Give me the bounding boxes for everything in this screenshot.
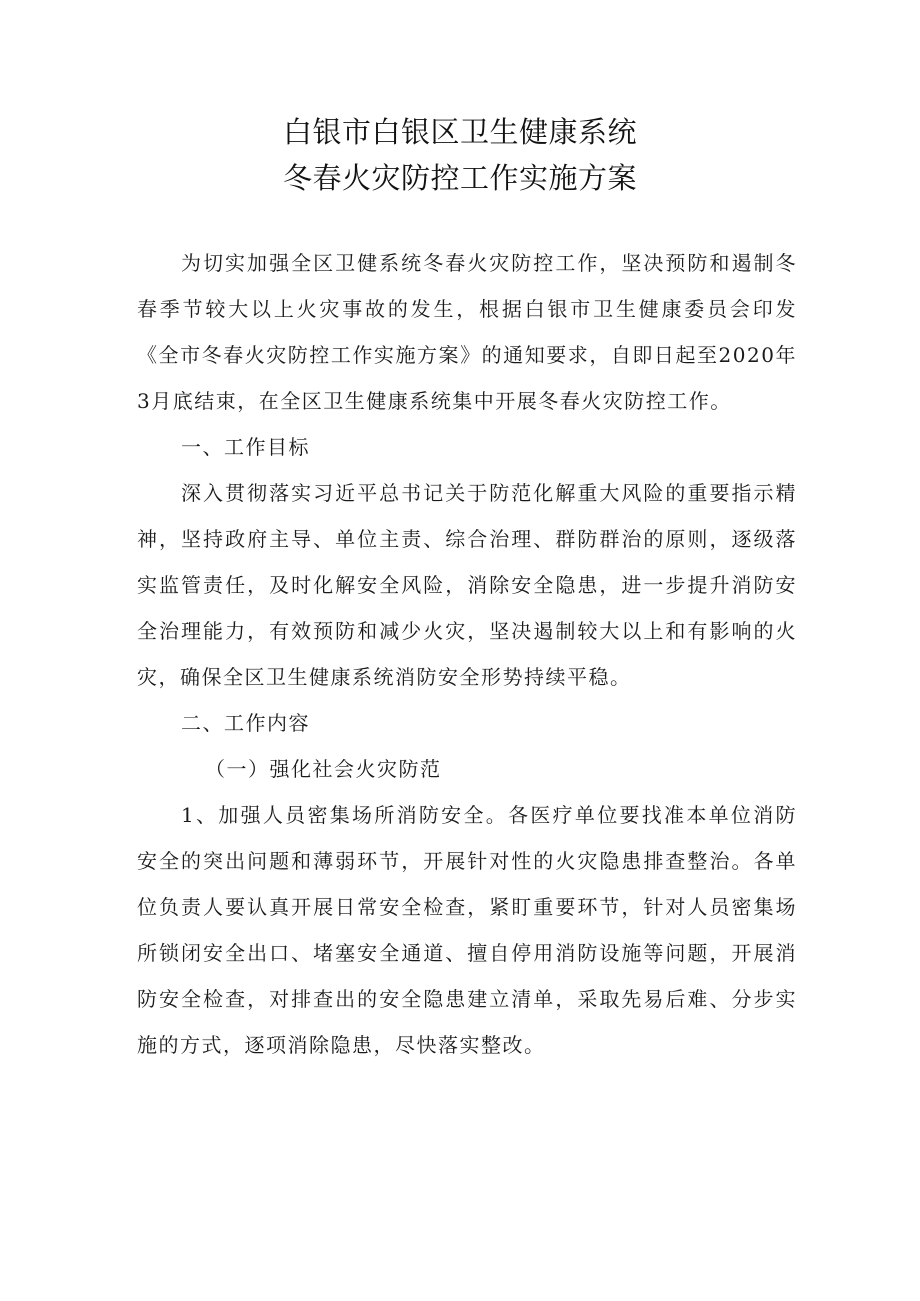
document-title-line-2: 冬春火灾防控工作实施方案	[282, 161, 637, 195]
subsection-heading-fire-prevention: （一）强化社会火灾防范	[205, 757, 442, 781]
work-goals-paragraph: 深入贯彻落实习近平总书记关于防范化解重大风险的重要指示精神，坚持政府主导、单位主责、综合治理、群防群治的原则，逐级落实监管责任，及时化解安全风险，消除安全隐患，进一步提升消防安全治理能力，有效预防和减少火灾，坚决遏制较大以上和有影响的火灾，确保全区卫生健康系统消防安全形势持续平稳。	[137, 481, 797, 689]
document-title-line-1: 白银市白银区卫生健康系统	[282, 115, 637, 149]
document-body	[137, 240, 797, 1068]
section-heading-work-content: 二、工作内容	[181, 711, 310, 735]
section-heading-work-goals: 一、工作目标	[181, 435, 310, 459]
item-1-paragraph: 1、加强人员密集场所消防安全。各医疗单位要找准本单位消防安全的突出问题和薄弱环节，开展针对性的火灾隐患排查整治。各单位负责人要认真开展日常安全检查，紧盯重要环节，针对人员密集场所锁闭安全出口、堵塞安全通道、擅自停用消防设施等问题，开展消防安全检查，对排查出的安全隐患建立清单，采取先易后难、分步实施的方式，逐项消除隐患，尽快落实整改。	[137, 803, 797, 1057]
intro-paragraph: 为切实加强全区卫健系统冬春火灾防控工作，坚决预防和遏制冬春季节较大以上火灾事故的发生，根据白银市卫生健康委员会印发《全市冬春火灾防控工作实施方案》的通知要求，自即日起至2020年3月底结束，在全区卫生健康系统集中开展冬春火灾防控工作。	[137, 251, 797, 413]
